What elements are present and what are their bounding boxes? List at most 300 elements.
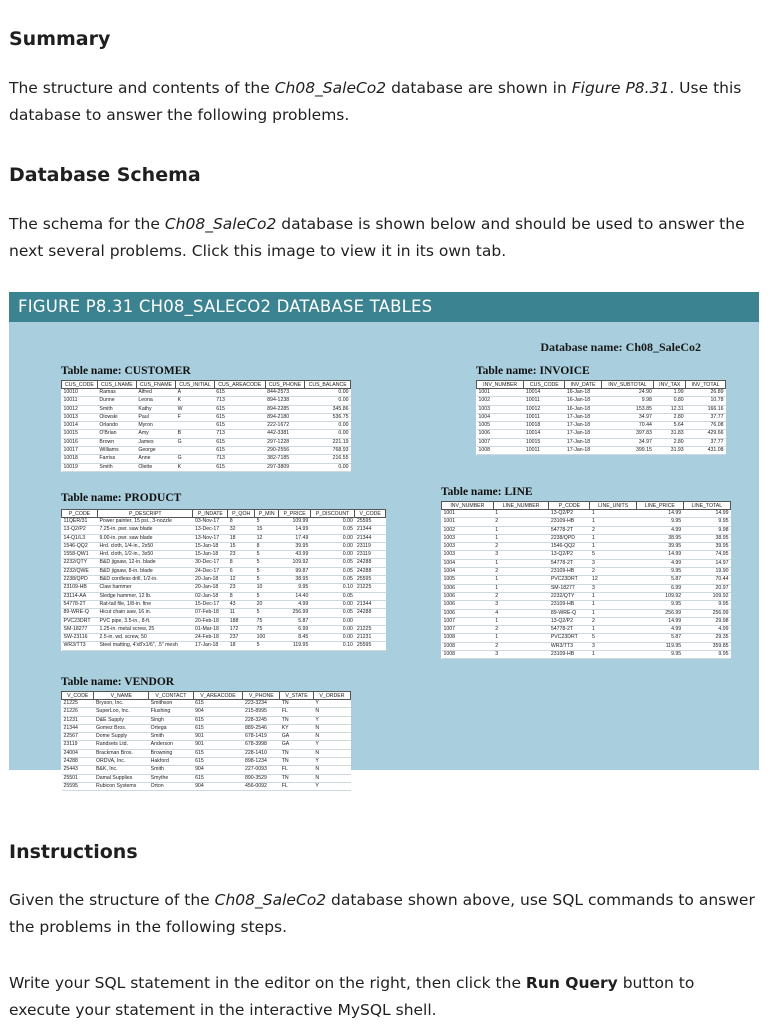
table-cell: Smith [150,733,164,740]
column-header: CUS_CODE [62,381,98,389]
table-cell: 13-Q2/P2 [63,526,86,533]
table-cell: 615 [216,413,225,420]
table-cell: 17-Jan-18 [566,447,591,454]
table-cell: 3 [495,601,499,608]
table-cell: 17-Jan-18 [566,413,591,420]
table-cell: 713 [216,430,225,437]
table-cell: 38.95 [295,576,309,583]
column-header: CUS_BALANCE [305,381,351,389]
table-cell: Dome Supply [95,733,128,740]
table-cell: TN [281,716,289,723]
table-cell: 21225 [356,625,372,632]
table-cell: 8 [256,542,260,549]
table-cell: Browning [150,749,173,756]
table-cell: 24288 [356,609,372,616]
table-cell: 1008 [443,634,456,641]
table-cell: 2 [591,617,595,624]
table-cell: 4.99 [671,559,682,566]
product-table-label: Table name: PRODUCT [61,492,182,504]
table-cell: 2 [495,518,499,525]
table-cell: 10016 [63,438,78,445]
table-cell: Rubicon Systems [95,782,137,789]
table-cell: Smith [150,766,164,773]
table-row [62,438,351,446]
table-cell: 24288 [356,567,372,574]
table-cell: 54778-2T [550,559,574,566]
table-cell: 0.05 [342,592,353,599]
table-cell: 07-Feb-18 [194,609,219,616]
table-row [62,584,386,592]
column-header: P_CODE [62,510,98,518]
table-cell: 3 [591,559,595,566]
table-cell: Olette [138,463,153,470]
table-cell: 1003 [478,405,491,412]
table-cell: 9.95 [718,518,729,525]
table-cell: 13-Q2/P2 [550,551,574,558]
table-cell: 5 [256,567,260,574]
table-cell: 901 [195,733,204,740]
table-cell: 12 [256,534,263,541]
table-cell: 23 [229,584,236,591]
table-cell: 0.00 [342,534,353,541]
table-cell [355,617,386,625]
table-cell: 1 [495,526,499,533]
table-cell: 23109-HB [550,518,575,525]
table-cell: 615 [195,774,204,781]
table-cell: 19.90 [715,568,729,575]
table-cell: 10.78 [710,397,724,404]
table-cell: Smithson [150,700,173,706]
table-cell: 890-3529 [244,774,267,781]
table-cell: Hrd. cloth, 1/4-in., 2x50 [99,542,154,549]
table-cell: 1008 [443,642,456,649]
invoice-header-row [477,381,726,389]
table-cell: 442-3381 [267,430,290,437]
table-cell: 8 [229,559,233,566]
table-cell: 1006 [443,584,456,591]
table-cell: 5 [256,592,260,599]
column-header: INV_DATE [565,381,601,389]
table-cell: B&D jigsaw, 8-in. blade [99,567,153,574]
table-cell: 16-Jan-18 [566,405,591,412]
table-cell: 8 [229,592,233,599]
table-cell: 1004 [443,568,456,575]
table-cell: 1546-QQ2 [63,542,88,549]
table-cell: 0.00 [342,542,353,549]
table-cell: 01-Mar-18 [194,625,219,632]
table-cell: 14.99 [715,510,729,516]
table-cell: 172 [229,625,239,632]
table-cell: Leona [138,397,153,404]
table-cell: Smythe [150,774,169,781]
table-cell: 24288 [356,559,372,566]
table-cell: 39.95 [295,542,309,549]
column-header: LINE_UNITS [590,502,636,510]
table-cell: 889-2546 [244,724,267,731]
table-row [62,700,351,708]
table-cell: 5 [256,559,260,566]
table-cell: 37.77 [710,413,724,420]
table-cell: 713 [216,455,225,462]
column-header: INV_SUBTOTAL [601,381,654,389]
table-cell: 1003 [443,543,456,550]
vendor-table-label: Table name: VENDOR [61,676,175,688]
table-cell: 1 [591,592,595,599]
table-cell: Smith [99,405,113,412]
table-cell: 76.08 [710,422,724,429]
table-cell: 24288 [63,758,78,765]
table-cell: 615 [195,749,204,756]
column-header: P_INDATE [193,510,228,518]
table-cell: TN [281,774,289,781]
instructions-text-2: Write your SQL statement in the editor on the right, then click the Run Query button to execute your statement in the interactive MySQL shell. [9,974,695,1019]
table-cell: 15-Jan-18 [194,542,219,549]
table-cell: 5.87 [298,617,309,624]
table-cell: 1 [495,559,499,566]
table-cell: 17-Jan-18 [566,438,591,445]
table-cell: 615 [216,405,225,412]
table-cell: 9.00-in. pwr. saw blade [99,534,153,541]
table-cell: 153.85 [635,405,652,412]
table-cell: K [177,463,182,470]
table-cell: 21231 [356,634,372,641]
table-cell: 10 [256,584,263,591]
customer-table-label: Table name: CUSTOMER [61,365,191,377]
table-cell: 615 [195,716,204,723]
table-cell: Power painter, 15 psi., 3-nozzle [99,518,172,524]
table-cell: 1546-QQ2 [550,543,576,550]
table-cell: Paul [138,413,149,420]
table-cell: 17-Jan-18 [566,422,591,429]
table-cell: 1 [495,576,499,583]
column-header: V_STATE [280,692,314,700]
table-cell: 23119 [63,741,78,748]
table-cell: 11 [229,609,236,616]
table-cell: 16-Jan-18 [566,397,591,404]
table-row [62,413,351,421]
table-cell: 18 [229,642,236,649]
table-cell: 9.95 [671,651,682,658]
table-row [62,782,351,790]
table-row [62,463,351,471]
table-cell: PVC23DRT [63,617,91,624]
table-row [62,600,386,608]
column-header: INV_NUMBER [477,381,524,389]
table-cell: 10013 [63,413,78,420]
table-cell: Orlando [99,422,118,429]
table-cell: 237 [229,634,239,641]
table-cell: 5 [256,642,260,649]
table-cell: 1007 [443,626,456,633]
table-cell: B&D jigsaw, 12-in. blade [99,559,156,566]
table-cell: Hakford [150,758,169,765]
table-cell: 10019 [63,463,78,470]
table-cell: Y [315,716,319,723]
table-cell: 5.87 [671,634,682,641]
table-cell: N [315,708,320,715]
table-cell: 99.87 [295,567,309,574]
table-cell: Singh [150,716,164,723]
table-cell: Bryson, Inc. [95,700,124,706]
column-header: P_QOH [228,510,255,518]
table-cell: Anne [138,455,151,462]
table-cell: 3 [495,551,499,558]
table-cell: O'Brian [99,430,117,437]
column-header: LINE_TOTAL [683,502,730,510]
table-cell: 10012 [63,405,78,412]
table-cell: 21231 [63,716,78,723]
database-name: Database name: Ch08_SaleCo2 [540,340,701,354]
table-cell: 9.95 [718,601,729,608]
table-cell: 15 [229,542,236,549]
table-cell: 14.99 [668,551,682,558]
table-row [62,422,351,430]
table-cell: 14.97 [715,559,729,566]
column-header: V_NAME [94,692,149,700]
table-cell: 894-2285 [267,405,290,412]
table-cell: N [315,766,320,773]
table-cell: 0.00 [338,397,349,404]
table-cell: 1 [591,518,595,525]
table-cell: B&K, Inc. [95,766,118,773]
column-header: CUS_INITIAL [176,381,215,389]
table-cell: Rat-tail file, 1/8-in. fine [99,600,152,607]
table-cell: 188 [229,617,239,624]
table-cell: 1006 [478,430,491,437]
table-cell: 5 [256,551,260,558]
table-cell: 70.44 [715,576,729,583]
table-cell: Brown [99,438,115,445]
table-cell: 4 [495,609,499,616]
table-cell: Dunne [99,397,115,404]
table-cell: SM-18277 [550,584,575,591]
line-header-row [442,502,731,510]
table-cell: 1006 [443,601,456,608]
table-cell: 1001 [443,518,456,525]
table-cell: 615 [216,463,225,470]
table-row [62,397,351,405]
table-cell: PVC23DRT [550,634,578,641]
table-cell: Y [315,700,319,706]
table-row [442,642,731,650]
table-cell: 0.05 [342,559,353,566]
table-cell: 615 [216,422,225,429]
table-cell: 24004 [63,749,78,756]
table-cell: 2.5-in. wd. screw, 50 [99,634,147,641]
column-header: V_CONTACT [149,692,193,700]
table-cell: 21226 [63,708,78,715]
table-cell: 4.99 [671,526,682,533]
table-row [442,634,731,642]
table-cell: Steel matting, 4'x8'x1/6", .5" mesh [99,642,178,649]
table-cell: 5.87 [671,576,682,583]
table-cell: 1002 [478,397,491,404]
table-cell [355,592,386,600]
table-cell: 13-Q2/P2 [550,510,574,516]
table-cell: 2238/QPD [550,534,576,541]
table-cell: 1001 [443,510,456,516]
table-row [477,389,726,397]
column-header: LINE_PRICE [636,502,683,510]
table-cell: 1004 [478,413,491,420]
table-cell: 23109-HB [63,584,87,591]
table-cell: 16-Jan-18 [566,389,591,395]
table-cell: Farriss [99,455,116,462]
table-cell: 10015 [63,430,78,437]
table-cell: 222-1672 [267,422,290,429]
table-cell: 0.00 [338,389,349,395]
table-cell: 1558-QW1 [63,551,89,558]
table-cell: ORDVA, Inc. [95,758,126,765]
table-cell: 24-Feb-18 [194,634,219,641]
table-cell: 14-Q1/L3 [63,534,86,541]
table-row [442,510,731,518]
table-cell: 256.99 [292,609,309,616]
table-cell: 37.77 [710,438,724,445]
table-cell: 1001 [478,389,491,395]
table-cell: 38.95 [668,534,682,541]
table-cell: 399.15 [635,447,652,454]
table-row [477,397,726,405]
table-cell: 3 [591,584,595,591]
table-cell: 0.00 [342,518,353,524]
table-row [442,551,731,559]
table-cell: FL [281,766,288,773]
table-cell: Y [315,782,319,789]
table-cell: Smith [99,463,113,470]
table-cell: 0.10 [342,642,353,649]
schema-figure-image[interactable] [9,292,759,789]
table-cell: 6.99 [671,584,682,591]
table-row [62,766,351,774]
table-cell: 20.97 [715,584,729,591]
table-cell: 0.05 [342,609,353,616]
table-cell: 18 [229,534,236,541]
table-cell: 2 [495,543,499,550]
table-cell: 17-Jan-18 [566,430,591,437]
table-cell: 12 [229,576,236,583]
table-cell: 768.93 [332,447,349,454]
table-row [62,642,386,650]
table-cell: Gomez Bros. [95,724,127,731]
table-cell: PVC23DRT [550,576,578,583]
table-cell: 43.99 [295,551,309,558]
table-cell: 678-1419 [244,733,267,740]
table-cell: 615 [195,724,204,731]
table-cell: 74.95 [715,551,729,558]
table-cell: 10018 [525,422,541,429]
table-row [62,716,351,724]
table-row [62,741,351,749]
table-cell: 1005 [478,422,491,429]
table-cell: Ortega [150,724,167,731]
table-cell: 1 [591,534,595,541]
table-cell: 119.95 [665,642,682,649]
table-cell: George [138,447,156,454]
table-cell: 4.99 [298,600,309,607]
table-cell: 901 [195,741,204,748]
table-cell: 1006 [443,609,456,616]
table-cell: WR3/TT3 [550,642,574,649]
table-row [62,625,386,633]
table-cell: 5 [256,518,260,524]
table-cell: 10017 [63,447,78,454]
table-cell: 456-0092 [244,782,267,789]
table-cell: 21344 [356,526,372,533]
table-cell: 5 [256,576,260,583]
table-cell: 678-3998 [244,741,267,748]
table-row [477,422,726,430]
table-cell: 9.95 [298,584,309,591]
table-cell: 15-Dec-17 [194,600,220,607]
table-row [62,534,386,542]
table-cell: 2232/QTY [550,592,575,599]
table-cell: SuperLoo, Inc. [95,708,130,715]
product-header-row [62,510,386,518]
table-row [62,634,386,642]
table-cell: 21344 [356,534,372,541]
table-cell: 2.80 [673,413,684,420]
table-cell: 844-2573 [267,389,290,395]
figure-title: FIGURE P8.31 CH08_SALECO2 DATABASE TABLES [9,292,759,322]
table-row [62,551,386,559]
table-cell: 0.05 [342,576,353,583]
table-cell: 9.95 [671,518,682,525]
table-cell: Y [315,758,319,765]
table-cell: N [315,724,320,731]
table-cell: 1 [591,510,595,516]
table-row [442,601,731,609]
customer-header-row [62,381,351,389]
table-cell: 10010 [63,389,78,395]
table-cell: 54778-2T [550,526,574,533]
column-header: CUS_FNAME [136,381,175,389]
table-cell: 713 [216,397,225,404]
table-row [62,542,386,550]
table-cell: 17-Jan-18 [194,642,219,649]
table-cell: 5 [591,551,595,558]
table-cell: Alfred [138,389,152,395]
table-cell: 397.83 [635,430,652,437]
table-cell: 615 [216,389,225,395]
table-cell: 21225 [63,700,78,706]
table-cell: 894-1238 [267,397,290,404]
vendor-table [61,691,351,791]
table-row [442,534,731,542]
table-cell: 10018 [63,455,78,462]
table-cell: 21225 [356,584,372,591]
table-cell: Randsets Ltd. [95,741,128,748]
column-header: INV_NUMBER [442,502,494,510]
table-cell: 1003 [443,551,456,558]
table-cell: 34.97 [638,438,652,445]
customer-table [61,380,351,472]
column-header: CUS_PHONE [265,381,305,389]
table-cell: 25595 [356,642,372,649]
table-row [477,430,726,438]
table-cell: 1.99 [673,389,684,395]
column-header: P_CODE [549,502,590,510]
table-cell: 1004 [443,559,456,566]
table-row [442,592,731,600]
table-cell: 100 [256,634,266,641]
table-cell: 54778-2T [550,626,574,633]
table-cell: 10014 [525,389,541,395]
table-cell: 23114-AA [63,592,87,599]
table-cell: 2232/QTY [63,559,88,566]
table-cell: N [315,774,320,781]
table-cell: 29.98 [715,617,729,624]
